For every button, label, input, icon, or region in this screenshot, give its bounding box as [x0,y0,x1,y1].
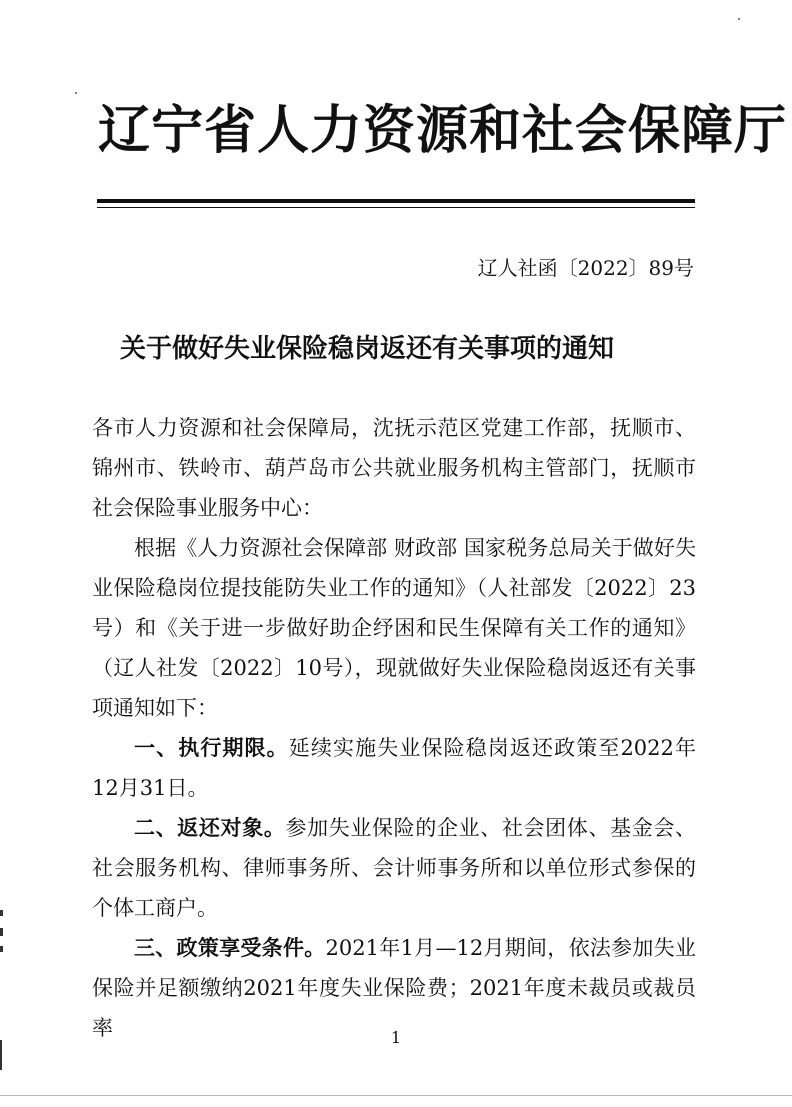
scan-edge-mark [0,910,3,916]
document-title: 关于做好失业保险稳岗返还有关事项的通知 [120,334,615,364]
section-text-3: 2021年1月—12月期间，依法参加失业保险并足额缴纳2021年度失业保险费；2021年度未裁员或裁员率 [92,936,696,1040]
letterhead-thick-rule [97,199,695,203]
document-number: 辽人社函〔2022〕89号 [477,256,694,280]
scan-speck [75,92,77,94]
section-paragraph-2 [92,808,696,928]
document-body [92,408,696,1048]
section-paragraph-1 [92,728,696,808]
scan-speck [738,18,740,20]
scan-edge-mark [0,1040,2,1070]
section-text-2: 参加失业保险的企业、社会团体、基金会、社会服务机构、律师事务所、会计师事务所和以单位形式参保的个体工商户。 [92,816,697,920]
intro-paragraph: 根据《人力资源社会保障部 财政部 国家税务总局关于做好失业保险稳岗位提技能防失业工作的通知》（人社部发〔2022〕23号）和《关于进一步做好助企纾困和民生保障有关工作的通知》（辽人社发〔2022〕10号），现就做好失业保险稳岗返还有关事项通知如下： [92,536,696,720]
section-heading-3: 三、政策享受条件。 [134,935,326,960]
scan-bottom-line [0,1095,792,1096]
section-text-1: 延续实施失业保险稳岗返还政策至2022年12月31日。 [92,736,696,800]
page-number: 1 [390,1028,402,1047]
letterhead-thin-rule [97,207,695,208]
scan-edge-mark [0,928,3,936]
section-heading-2: 二、返还对象。 [134,815,286,840]
scan-edge-mark [0,946,3,952]
org-letterhead-title: 辽宁省人力资源和社会保障厅 [98,100,788,161]
recipients-paragraph: 各市人力资源和社会保障局，沈抚示范区党建工作部，抚顺市、锦州市、铁岭市、葫芦岛市公共就业服务机构主管部门，抚顺市社会保险事业服务中心： [92,416,696,520]
section-heading-1: 一、执行期限。 [134,735,289,760]
